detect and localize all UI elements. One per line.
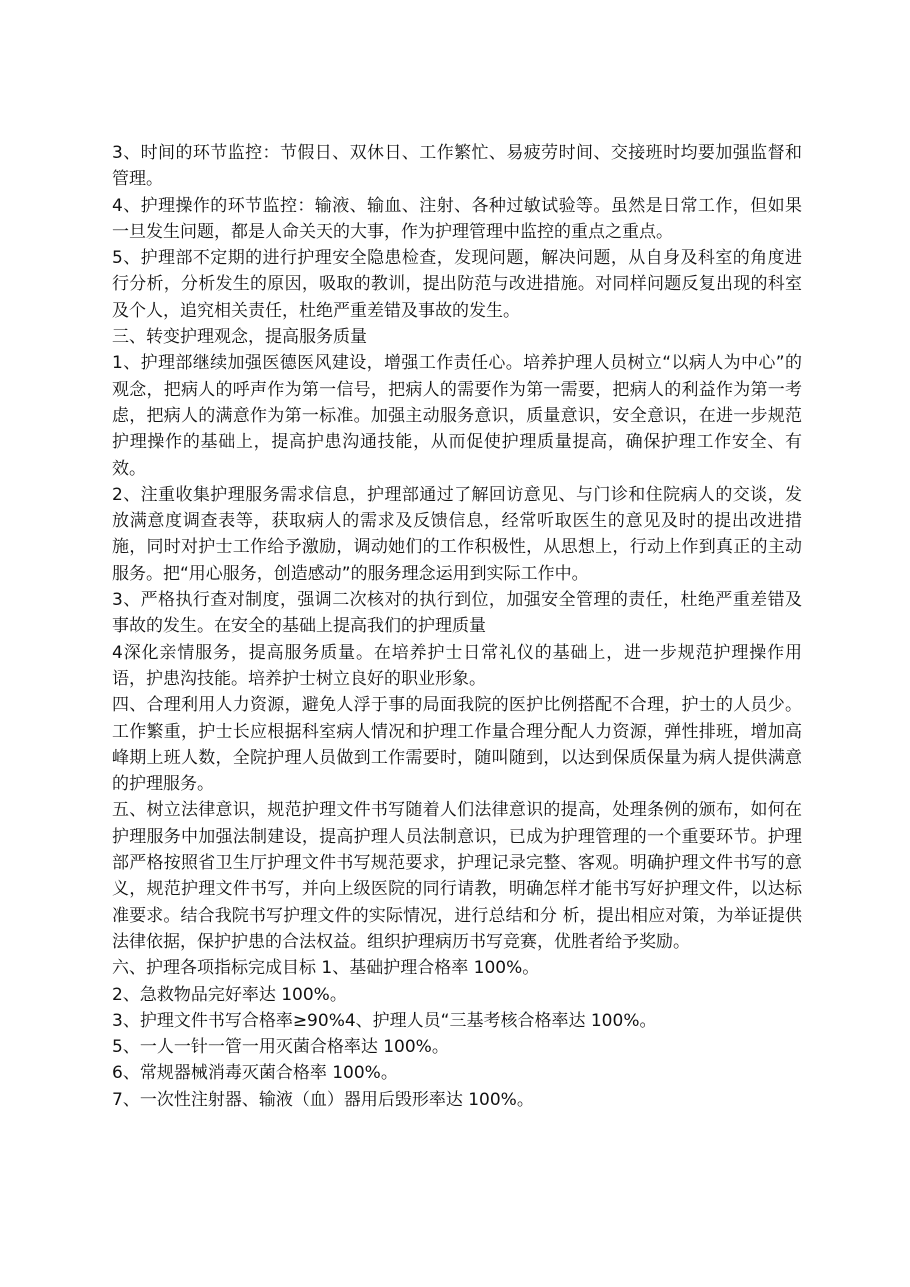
section-heading-5: 五、树立法律意识，规范护理文件书写随着人们法律意识的提高，处理条例的颁布，如何在护理服务中加强法制建设，提高护理人员法制意识，已成为护理管理的一个重要环节。护理部严格按照省卫生厅护理文件书写规范要求，护理记录完整、客观。明确护理文件书写的意义，规范护理文件书写，并向上级医院的同行请教，明确怎样才能书写好护理文件，以达标准要求。结合我院书写护理文件的实际情况，进行总结和分 析，提出相应对策，为举证提供法律依据，保护护患的合法权益。组织护理病历书写竞赛，优胜者给予奖励。 bbox=[112, 800, 802, 952]
paragraph-verification-system: 3、严格执行查对制度，强调二次核对的执行到位，加强安全管理的责任，杜绝严重差错及事故的发生。在安全的基础上提高我们的护理质量 bbox=[112, 590, 802, 637]
section-heading-4: 四、合理利用人力资源，避免人浮于事的局面我院的医护比例搭配不合理，护士的人员少。工作繁重，护士长应根据科室病人情况和护理工作量合理分配人力资源，弹性排班，增加高峰期上班人数，全院护理人员做到工作需要时，随叫随到，以达到保质保量为病人提供满意的护理服务。 bbox=[112, 695, 802, 795]
paragraph-service-deepening: 4深化亲情服务，提高服务质量。在培养护士日常礼仪的基础上，进一步规范护理操作用语，护患沟技能。培养护士树立良好的职业形象。 bbox=[112, 642, 802, 689]
paragraph-feedback-collection: 2、注重收集护理服务需求信息，护理部通过了解回访意见、与门诊和住院病人的交谈，发放满意度调查表等，获取病人的需求及反馈信息，经常听取医生的意见及时的提出改进措施，同时对护士工作给予激励，调动她们的工作积极性，从思想上，行动上作到真正的主动服务。把“用心服务，创造感动”的服务理念运用到实际工作中。 bbox=[112, 484, 802, 584]
document-page bbox=[112, 140, 802, 1113]
section-heading-6: 六、护理各项指标完成目标 1、基础护理合格率 100%。 bbox=[112, 958, 540, 979]
target-item-2: 2、急救物品完好率达 100%。 bbox=[112, 984, 347, 1005]
target-item-7: 7、一次性注射器、输液（血）器用后毁形率达 100%。 bbox=[112, 1089, 534, 1110]
target-item-6: 6、常规器械消毒灭菌合格率 100%。 bbox=[112, 1063, 398, 1084]
target-item-3-4: 3、护理文件书写合格率≥90%4、护理人员“三基考核合格率达 100%。 bbox=[112, 1010, 657, 1031]
paragraph-operation-monitoring: 4、护理操作的环节监控：输液、输血、注射、各种过敏试验等。虽然是日常工作，但如果一旦发生问题，都是人命关天的大事，作为护理管理中监控的重点之重点。 bbox=[112, 195, 802, 242]
paragraph-safety-inspection: 5、护理部不定期的进行护理安全隐患检查，发现问题，解决问题，从自身及科室的角度进行分析，分析发生的原因，吸取的教训，提出防范与改进措施。对同样问题反复出现的科室及个人，追究相关责任，杜绝严重差错及事故的发生。 bbox=[112, 248, 802, 321]
target-item-5: 5、一人一针一管一用灭菌合格率达 100%。 bbox=[112, 1037, 449, 1058]
section-heading-3: 三、转变护理观念，提高服务质量 bbox=[112, 327, 367, 348]
paragraph-ethics-building: 1、护理部继续加强医德医风建设，增强工作责任心。培养护理人员树立“以病人为中心”的观念，把病人的呼声作为第一信号，把病人的需要作为第一需要，把病人的利益作为第一考虑，把病人的满意作为第一标准。加强主动服务意识，质量意识，安全意识，在进一步规范护理操作的基础上，提高护患沟通技能，从而促使护理质量提高，确保护理工作安全、有效。 bbox=[112, 353, 802, 479]
paragraph-time-monitoring: 3、时间的环节监控：节假日、双休日、工作繁忙、易疲劳时间、交接班时均要加强监督和管理。 bbox=[112, 143, 802, 190]
